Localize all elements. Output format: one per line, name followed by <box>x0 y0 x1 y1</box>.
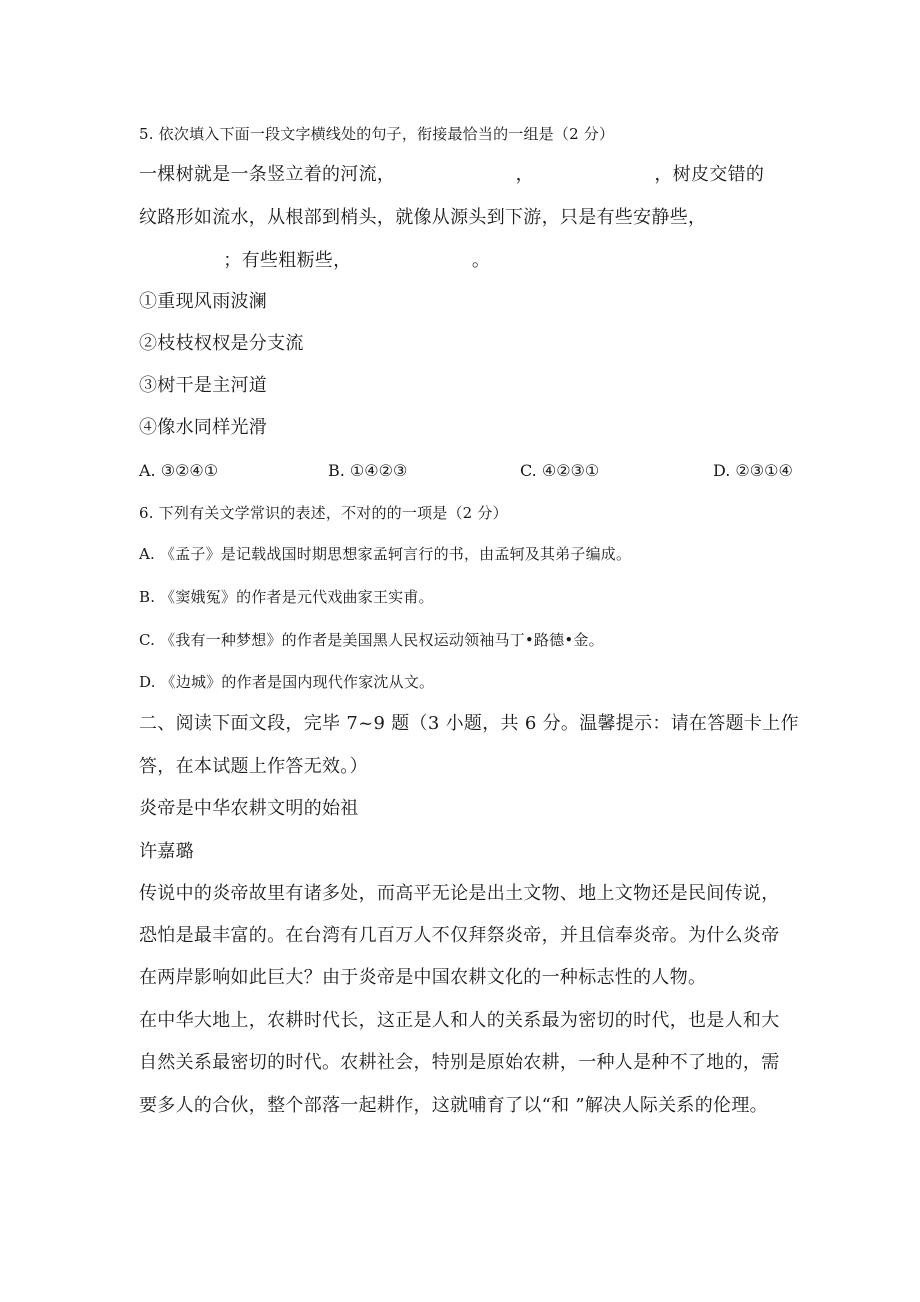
q5-option-b: B. ①④②③ <box>328 461 408 480</box>
article-para1-line-1: 传说中的炎帝故里有诸多处，而高平无论是出土文物、地上文物还是民间传说， <box>139 883 780 904</box>
q6-option-a: A. 《孟子》是记载战国时期思想家孟轲言行的书，由孟轲及其弟子编成。 <box>139 545 632 563</box>
article-para1-line-3: 在两岸影响如此巨大？由于炎帝是中国农耕文化的一种标志性的人物。 <box>139 967 707 988</box>
q5-passage-line-3: ；有些粗粝些， 。 <box>139 250 491 271</box>
q6-option-b: B. 《窦娥冤》的作者是元代戏曲家王实甫。 <box>139 588 434 606</box>
q5-option-c: C. ④②③① <box>520 461 600 480</box>
article-title: 炎帝是中华农耕文明的始祖 <box>139 798 359 819</box>
q5-item-2: ②枝枝杈杈是分支流 <box>139 333 304 354</box>
article-para1-line-2: 恐怕是最丰富的。在台湾有几百万人不仅拜祭炎帝，并且信奉炎帝。为什么炎帝 <box>139 925 780 946</box>
article-para2-line-2: 自然关系最密切的时代。农耕社会，特别是原始农耕，一种人是种不了地的，需 <box>139 1052 780 1073</box>
q6-stem: 6. 下列有关文学常识的表述，不对的的一项是（2 分） <box>139 504 508 522</box>
section2-instruction-line-1: 二、阅读下面文段，完毕 7~9 题（3 小题，共 6 分。温馨提示：请在答题卡上作 <box>139 713 799 734</box>
q6-option-d: D. 《边城》的作者是国内现代作家沈从文。 <box>139 673 435 691</box>
article-para2-line-1: 在中华大地上，农耕时代长，这正是人和人的关系最为密切的时代，也是人和大 <box>139 1010 780 1031</box>
article-para2-line-3: 要多人的合伙，整个部落一起耕作，这就哺育了以“和 ”解决人际关系的伦理。 <box>139 1095 768 1116</box>
q5-option-d: D. ②③①④ <box>713 461 793 480</box>
q5-option-a: A. ③②④① <box>139 461 219 480</box>
q5-item-3: ③树干是主河道 <box>139 375 268 396</box>
q5-item-1: ①重现风雨波澜 <box>139 291 268 312</box>
q5-stem: 5. 依次填入下面一段文字横线处的句子，衔接最恰当的一组是（2 分） <box>139 125 615 143</box>
article-author: 许嘉璐 <box>139 841 194 862</box>
q5-passage-line-2: 纹路形如流水，从根部到梢头，就像从源头到下游，只是有些安静些， <box>139 207 707 228</box>
q5-item-4: ④像水同样光滑 <box>139 417 268 438</box>
section2-instruction-line-2: 答，在本试题上作答无效。） <box>139 756 368 777</box>
q6-option-c: C. 《我有一种梦想》的作者是美国黑人民权运动领袖马丁•路德•金。 <box>139 631 604 649</box>
q5-passage-line-1: 一棵树就是一条竖立着的河流， ， ，树皮交错的 <box>139 164 765 185</box>
